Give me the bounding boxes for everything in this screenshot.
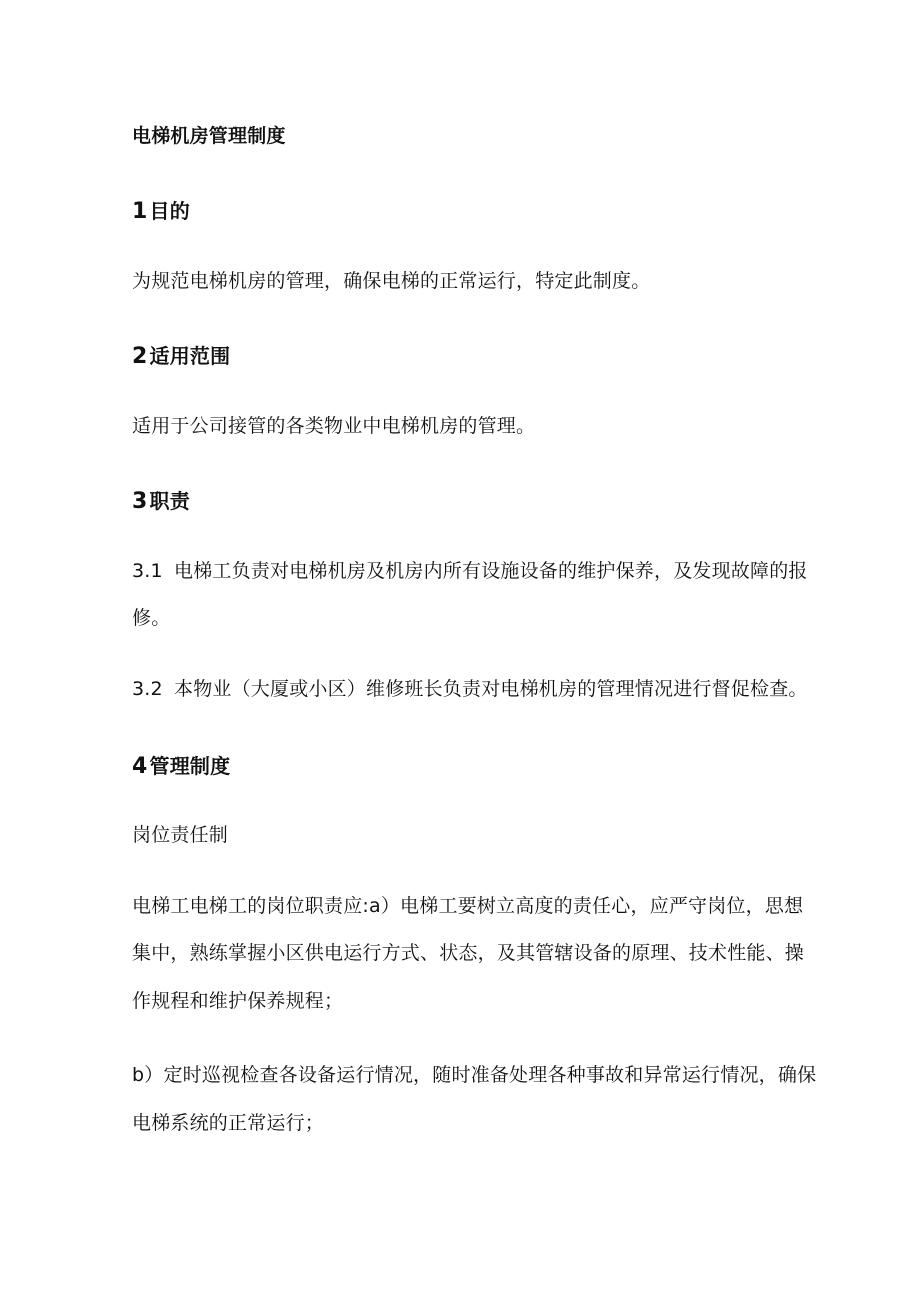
- section-number: 3: [132, 489, 148, 514]
- section-title: 职责: [149, 489, 190, 513]
- section-1-heading: [132, 199, 190, 224]
- paragraph-a-line-3: 作规程和维护保养规程；: [132, 990, 344, 1012]
- section-title: 适用范围: [149, 344, 231, 368]
- section-1-paragraph: 为规范电梯机房的管理，确保电梯的正常运行，特定此制度。: [132, 270, 651, 292]
- item-3-2-line-1: [132, 677, 808, 701]
- section-2-paragraph: 适用于公司接管的各类物业中电梯机房的管理。: [132, 415, 536, 437]
- paragraph-a-line-1: 电梯工电梯工的岗位职责应:a）电梯工要树立高度的责任心，应严守岗位，思想: [132, 895, 804, 917]
- item-number: 3.1: [132, 560, 163, 582]
- section-title: 目的: [149, 199, 190, 223]
- paragraph-b-line-2: 电梯系统的正常运行；: [132, 1112, 325, 1134]
- section-2-heading: [132, 344, 230, 369]
- item-3-1-line-1: [132, 559, 808, 583]
- document-title: 电梯机房管理制度: [132, 125, 286, 147]
- section-4-heading: [132, 754, 230, 779]
- item-3-1-line-2: 修。: [132, 607, 171, 629]
- paragraph-b-line-1: b）定时巡视检查各设备运行情况，随时准备处理各种事故和异常运行情况，确保: [132, 1064, 817, 1086]
- section-number: 2: [132, 344, 148, 369]
- section-number: 4: [132, 754, 148, 779]
- section-title: 管理制度: [149, 754, 231, 778]
- item-number: 3.2: [132, 678, 163, 700]
- item-text: 电梯工负责对电梯机房及机房内所有设施设备的维护保养，及发现故障的报: [174, 560, 808, 582]
- item-text: 本物业（大厦或小区）维修班长负责对电梯机房的管理情况进行督促检查。: [174, 678, 808, 700]
- section-number: 1: [132, 199, 148, 224]
- section-4-subheading: 岗位责任制: [132, 824, 229, 846]
- paragraph-a-line-2: 集中，熟练掌握小区供电运行方式、状态，及其管辖设备的原理、技术性能、操: [132, 942, 805, 964]
- section-3-heading: [132, 489, 190, 514]
